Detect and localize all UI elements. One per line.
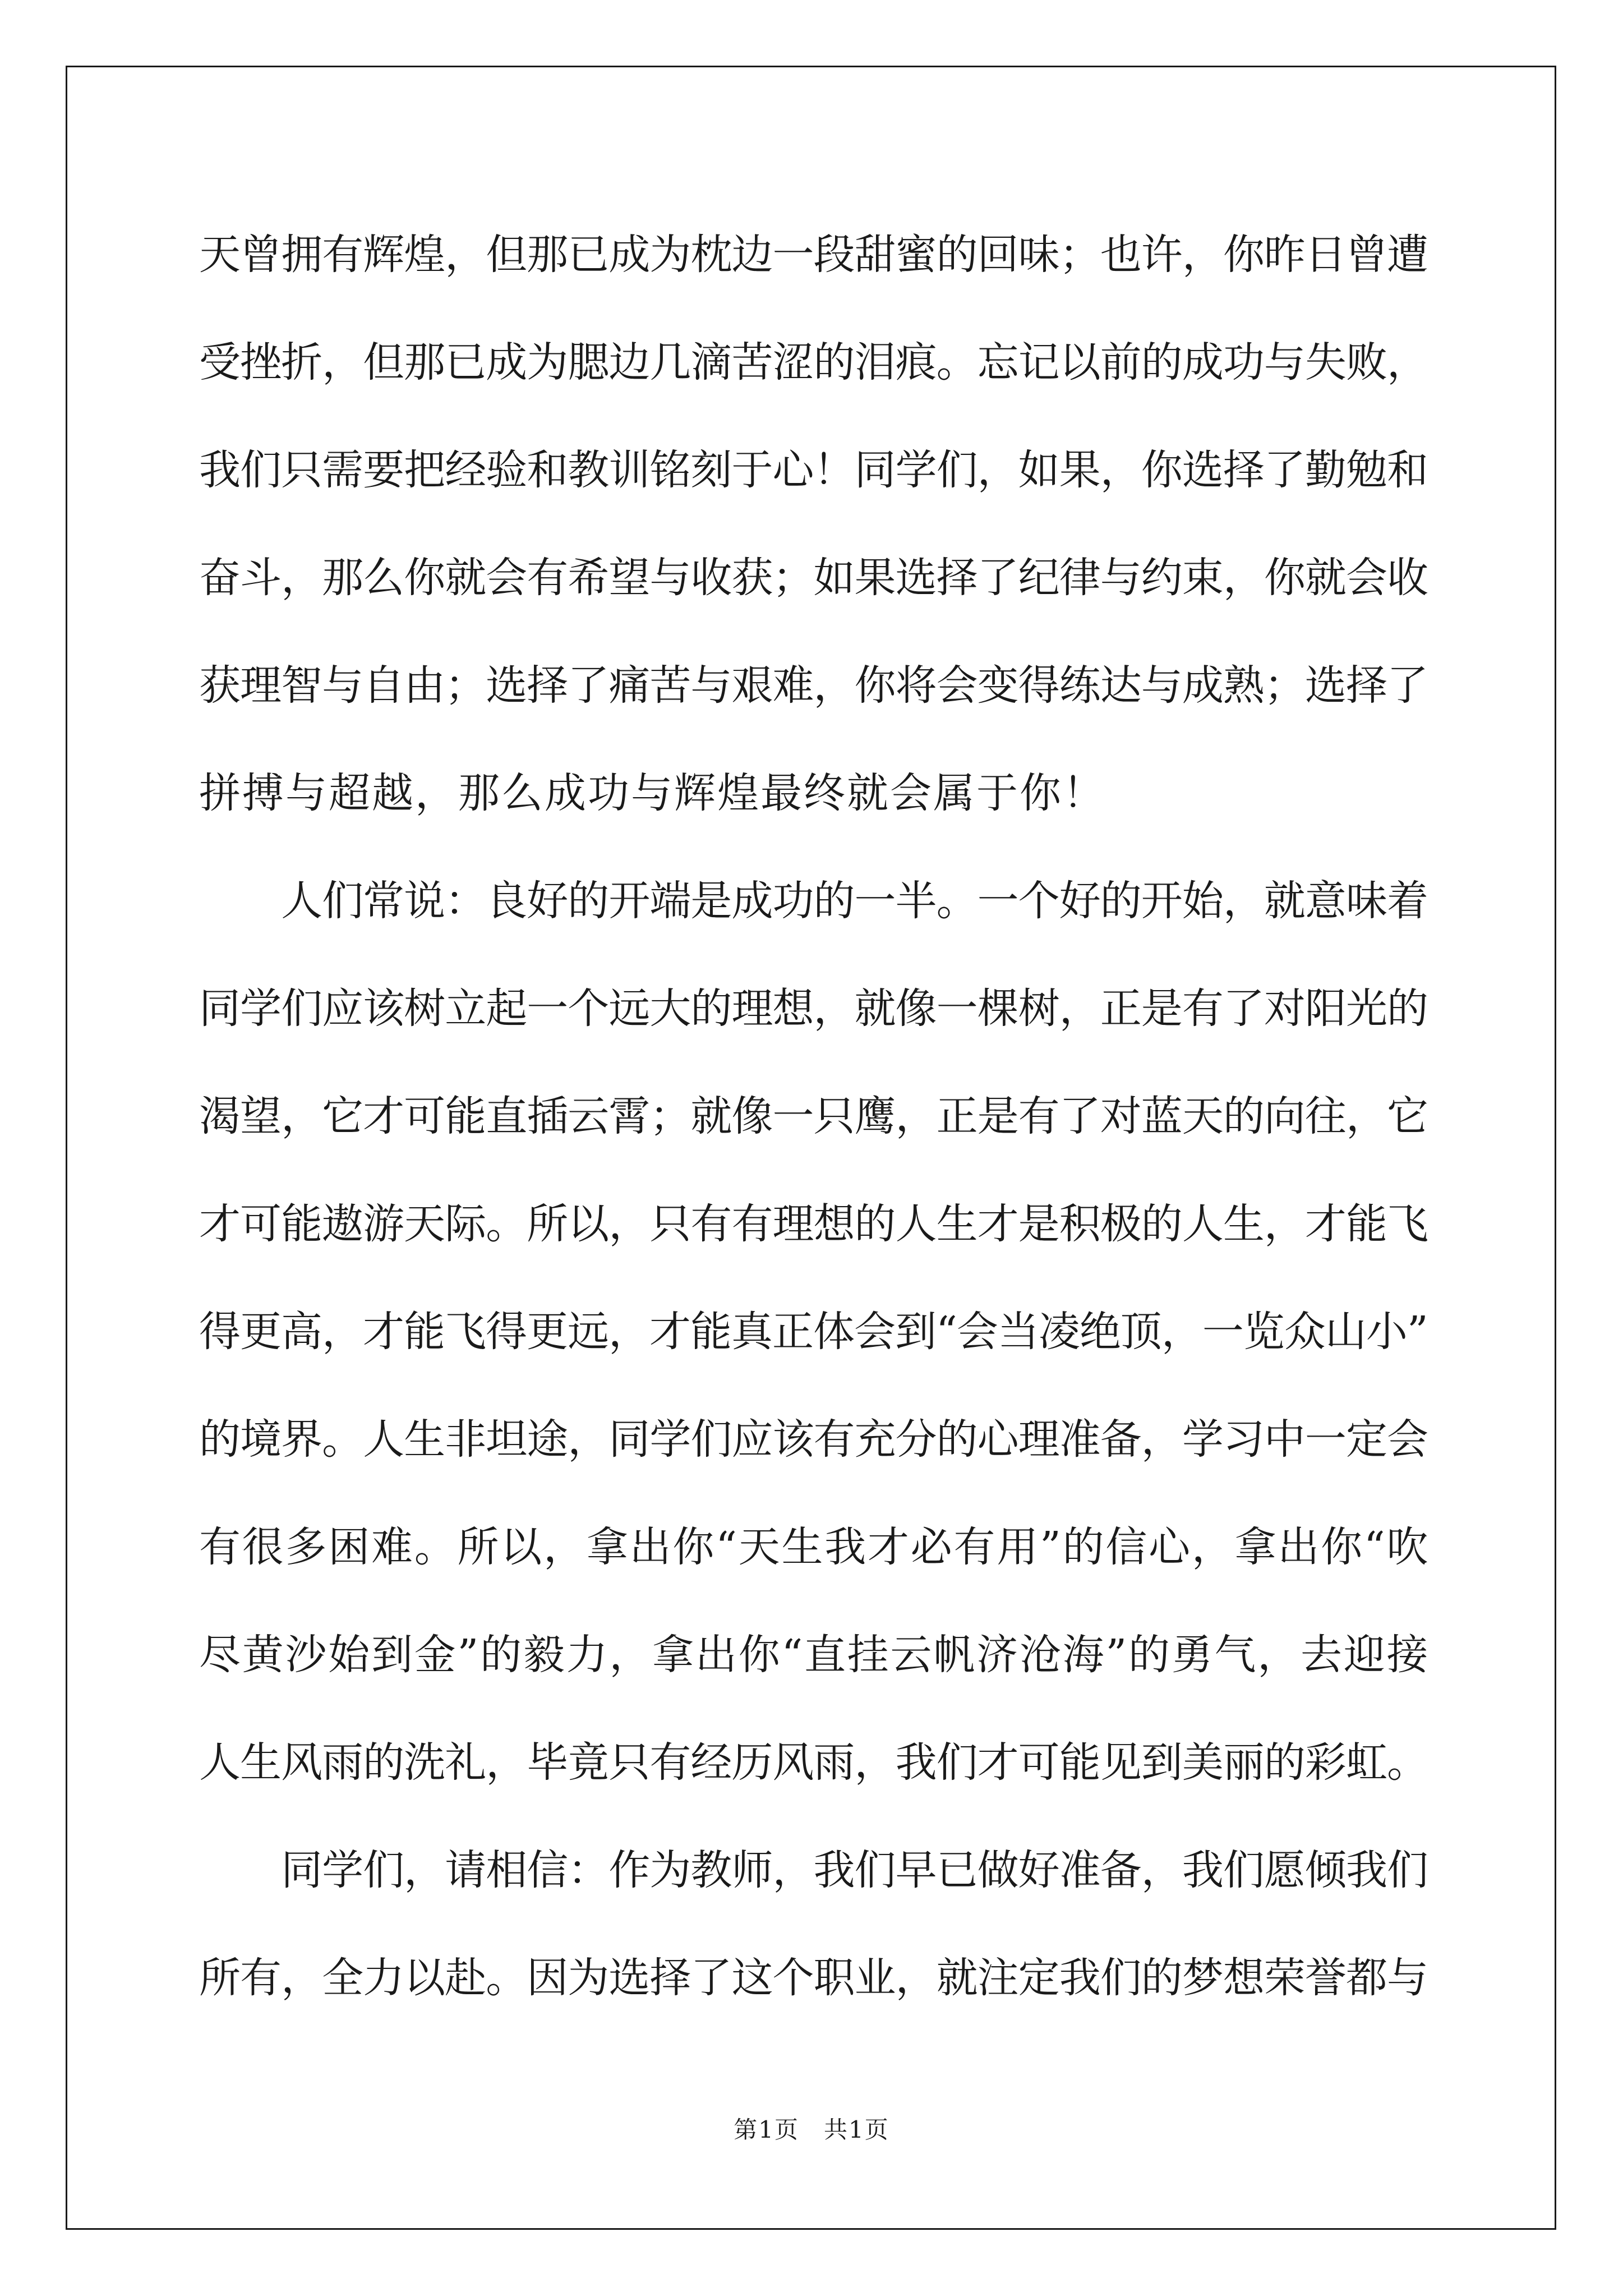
text-line: 人生风雨的洗礼，毕竟只有经历风雨，我们才可能见到美丽的彩虹。 bbox=[199, 1738, 1428, 1787]
text-line: 我们只需要把经验和教训铭刻于心！同学们，如果，你选择了勤勉和 bbox=[199, 446, 1428, 494]
text-line: 受挫折，但那已成为腮边几滴苦涩的泪痕。忘记以前的成功与失败， bbox=[199, 338, 1428, 386]
text-line: 人们常说：良好的开端是成功的一半。一个好的开始，就意味着 bbox=[199, 877, 1428, 925]
document-body bbox=[199, 201, 1430, 2032]
text-line: 拼搏与超越，那么成功与辉煌最终就会属于你！ bbox=[199, 769, 1106, 817]
text-line: 所有，全力以赴。因为选择了这个职业，就注定我们的梦想荣誉都与 bbox=[199, 1954, 1428, 2002]
text-line: 获理智与自由；选择了痛苦与艰难，你将会变得练达与成熟；选择了 bbox=[199, 661, 1428, 710]
text-line: 得更高，才能飞得更远，才能真正体会到“会当凌绝顶，一览众山小” bbox=[199, 1308, 1428, 1356]
text-line: 才可能遨游天际。所以，只有有理想的人生才是积极的人生，才能飞 bbox=[199, 1200, 1428, 1248]
text-line: 的境界。人生非坦途，同学们应该有充分的心理准备，学习中一定会 bbox=[199, 1415, 1428, 1464]
text-line: 天曾拥有辉煌，但那已成为枕边一段甜蜜的回味；也许，你昨日曾遭 bbox=[199, 231, 1428, 279]
text-line: 有很多困难。所以，拿出你“天生我才必有用”的信心，拿出你“吹 bbox=[199, 1523, 1430, 1571]
text-line: 同学们，请相信：作为教师，我们早已做好准备，我们愿倾我们 bbox=[199, 1846, 1428, 1894]
text-line: 奋斗，那么你就会有希望与收获；如果选择了纪律与约束，你就会收 bbox=[199, 554, 1428, 602]
text-line: 同学们应该树立起一个远大的理想，就像一棵树，正是有了对阳光的 bbox=[199, 984, 1428, 1033]
text-line: 尽黄沙始到金”的毅力，拿出你“直挂云帆济沧海”的勇气，去迎接 bbox=[199, 1631, 1430, 1679]
page-footer: 第1页 共1页 bbox=[734, 2116, 889, 2143]
text-line: 渴望，它才可能直插云霄；就像一只鹰，正是有了对蓝天的向往，它 bbox=[199, 1092, 1428, 1140]
